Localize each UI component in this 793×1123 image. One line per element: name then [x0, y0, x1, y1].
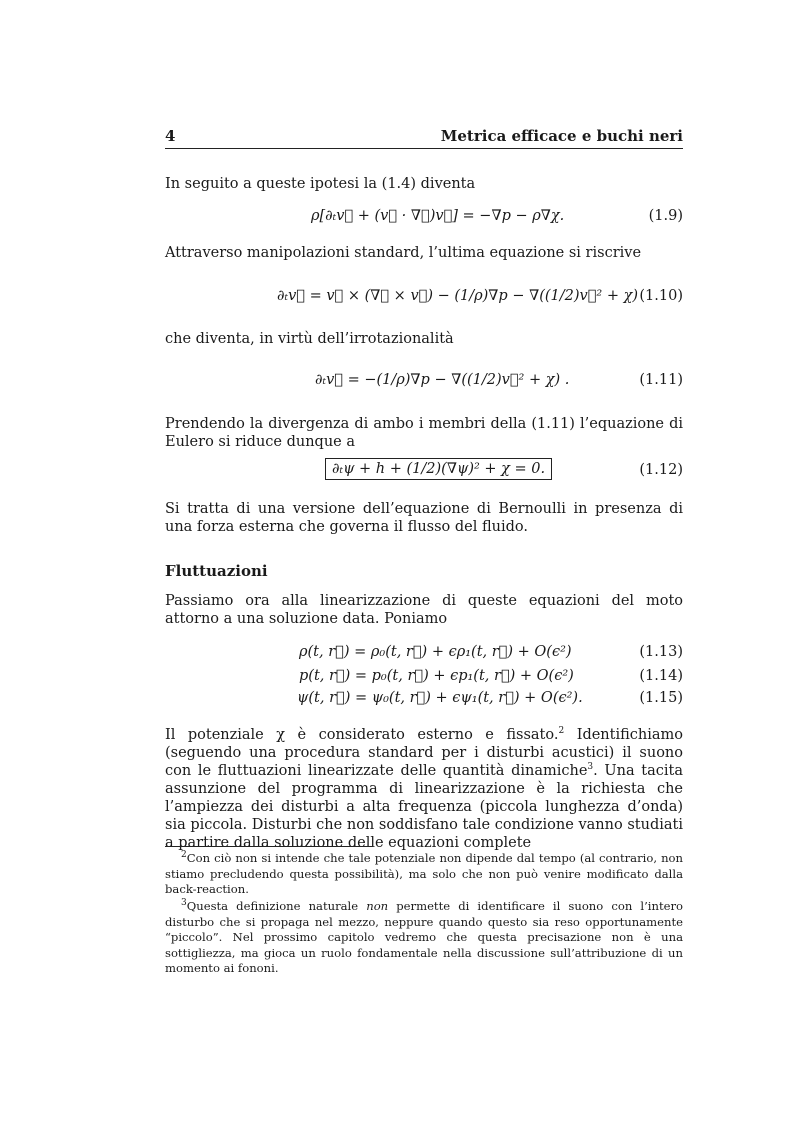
footnote-rule [165, 846, 373, 847]
equation-1-15 [165, 690, 683, 710]
paragraph-4: Prendendo la divergenza di ambo i membri della (1.11) l’equazione di Eulero si riduce dunque a [165, 416, 683, 450]
equation-body: ψ(t, r⃗) = ψ₀(t, r⃗) + ϵψ₁(t, r⃗) + O(ϵ²). [297, 690, 583, 706]
equation-number: (1.9) [648, 208, 683, 224]
running-header [165, 126, 683, 149]
paragraph-7-part-c: . Una tacita assunzione del programma di linearizzazione è la richiesta che l’ampiezza dei disturbi a alta frequenza (piccola lunghezza d’onda) sia piccola. Disturbi che non soddisfano tale condizione vanno studiati a partire dalla soluzione delle equazioni complete [165, 763, 683, 851]
paragraph-2: Attraverso manipolazioni standard, l’ultima equazione si riscrive [165, 245, 642, 261]
equation-1-10 [165, 288, 683, 308]
paragraph-6: Passiamo ora alla linearizzazione di queste equazioni del moto attorno a una soluzione data. Poniamo [165, 593, 683, 627]
page-number: 4 [165, 127, 176, 145]
equation-1-14 [165, 668, 683, 688]
equation-body-boxed: ∂ₜψ + h + (1/2)(∇ψ)² + χ = 0. [325, 458, 552, 480]
page [165, 0, 683, 1123]
equation-number: (1.14) [639, 668, 683, 684]
equation-body: ρ(t, r⃗) = ρ₀(t, r⃗) + ϵρ₁(t, r⃗) + O(ϵ²) [299, 644, 572, 660]
equation-body: p(t, r⃗) = p₀(t, r⃗) + ϵp₁(t, r⃗) + O(ϵ²) [299, 668, 574, 684]
paragraph-7-part-b: Identifichiamo (seguendo una procedura standard per i disturbi acustici) il suono con le fluttuazioni linearizzate delle quantità dinamiche [165, 727, 683, 779]
equation-body: ρ[∂ₜv⃗ + (v⃗ · ∇⃗)v⃗] = −∇p − ρ∇χ. [311, 208, 565, 224]
footnote-text-a: Questa definizione naturale [186, 899, 367, 913]
equation-number: (1.15) [639, 690, 683, 706]
section-heading: Fluttuazioni [165, 562, 268, 580]
footnote-text-b: permette di identificare il suono con l’intero disturbo che si propaga nel mezzo, neppure quando questo sia reso opportunamente “piccolo”. Nel prossimo capitolo vedremo che questa precisazione non è una sottigliezza, ma gioca un ruolo fondamentale nella discussione sull’attribuzione di un momento ai fononi. [165, 899, 683, 975]
equation-1-12 [165, 462, 683, 482]
paragraph-5: Si tratta di una versione dell’equazione di Bernoulli in presenza di una forza esterna che governa il flusso del fluido. [165, 501, 683, 535]
footnote-mark-2: 2 [558, 726, 565, 737]
footnote-mark-3: 3 [587, 762, 594, 773]
footnote-3 [165, 899, 683, 977]
equation-1-13 [165, 644, 683, 664]
footnote-emphasis: non [366, 899, 389, 913]
running-title: Metrica efficace e buchi neri [440, 127, 683, 145]
equation-number: (1.10) [639, 288, 683, 304]
equation-1-11 [165, 372, 683, 392]
equation-number: (1.12) [639, 462, 683, 478]
paragraph-7 [165, 726, 683, 852]
equation-number: (1.13) [639, 644, 683, 660]
footnote-number: 2 [181, 850, 187, 861]
equation-body: ∂ₜv⃗ = −(1/ρ)∇p − ∇((1/2)v⃗² + χ) . [315, 372, 570, 388]
paragraph-7-part-a: Il potenziale χ è considerato esterno e fissato. [165, 727, 559, 743]
footnote-2 [165, 851, 683, 898]
footnote-number: 3 [181, 898, 187, 909]
equation-number: (1.11) [639, 372, 683, 388]
footnote-text: Con ciò non si intende che tale potenziale non dipende dal tempo (al contrario, non stiamo precludendo questa possibilità), ma solo che non può venire modificato dalla back-reaction. [165, 851, 683, 896]
paragraph-1: In seguito a queste ipotesi la (1.4) diventa [165, 176, 476, 192]
equation-body: ∂ₜv⃗ = v⃗ × (∇⃗ × v⃗) − (1/ρ)∇p − ∇((1/2)v⃗² + χ) [277, 288, 639, 304]
equation-1-9 [165, 208, 683, 228]
paragraph-3: che diventa, in virtù dell’irrotazionalità [165, 331, 454, 347]
